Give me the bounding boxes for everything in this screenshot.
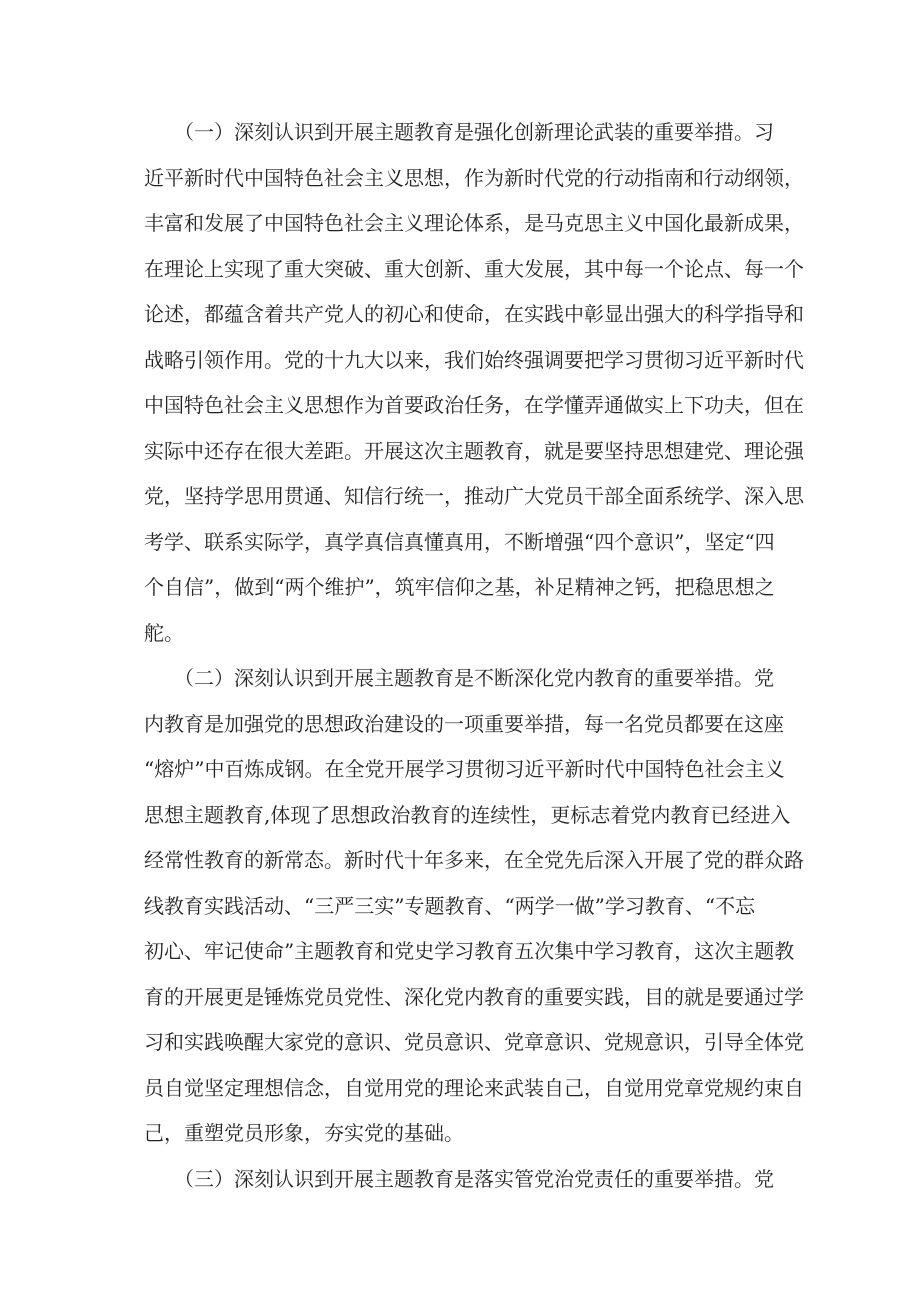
text-line: 舵。	[144, 620, 184, 645]
text-line: （一）深刻认识到开展主题教育是强化创新理论武装的重要举措。习	[144, 120, 774, 144]
text-line: 习和实践唤醒大家党的意识、党员意识、党章意识、党规意识，引导全体党	[144, 1030, 804, 1054]
body-text	[144, 110, 804, 1202]
text-line: 经常性教育的新常态。新时代十年多来，在全党先后深入开展了党的群众路	[144, 848, 804, 872]
text-line: 近平新时代中国特色社会主义思想，作为新时代党的行动指南和行动纲领，	[144, 165, 804, 190]
text-line: 初心、牢记使命”主题教育和党史学习教育五次集中学习教育，这次主题教	[144, 939, 795, 963]
text-line: 线教育实践活动、“三严三实”专题教育、“两学一做”学习教育、“不忘	[144, 893, 756, 918]
text-line: 员自觉坚定理想信念，自觉用党的理论来武装自己，自觉用党章党规约束自	[144, 1075, 804, 1100]
text-line: 考学、联系实际学，真学真信真懂真用，不断增强“四个意识”，坚定“四	[144, 529, 775, 554]
text-line: 党，坚持学思用贯通、知信行统一，推动广大党员干部全面系统学、深入思	[144, 484, 804, 508]
text-line: （三）深刻认识到开展主题教育是落实管党治党责任的重要举措。党	[144, 1166, 774, 1191]
text-line: 个自信”，做到“两个维护”，筑牢信仰之基，补足精神之钙，把稳思想之	[144, 575, 775, 599]
text-line: 实际中还存在很大差距。开展这次主题教育，就是要坚持思想建党、理论强	[144, 438, 804, 463]
text-line: 内教育是加强党的思想政治建设的一项重要举措，每一名党员都要在这座	[144, 711, 784, 736]
text-line: 思想主题教育,体现了思想政治教育的连续性，更标志着党内教育已经进入	[144, 802, 791, 827]
text-line: （二）深刻认识到开展主题教育是不断深化党内教育的重要举措。党	[144, 666, 774, 690]
text-line: 丰富和发展了中国特色社会主义理论体系，是马克思主义中国化最新成果，	[144, 211, 804, 235]
text-line: 战略引领作用。党的十九大以来，我们始终强调要把学习贯彻习近平新时代	[144, 347, 804, 372]
text-line: 己，重塑党员形象，夯实党的基础。	[144, 1121, 464, 1145]
text-line: “熔炉”中百炼成钢。在全党开展学习贯彻习近平新时代中国特色社会主义	[144, 757, 785, 781]
text-line: 中国特色社会主义思想作为首要政治任务，在学懂弄通做实上下功夫，但在	[144, 393, 804, 417]
text-line: 育的开展更是锤炼党员党性、深化党内教育的重要实践，目的就是要通过学	[144, 984, 804, 1009]
text-line: 在理论上实现了重大突破、重大创新、重大发展，其中每一个论点、每一个	[144, 256, 804, 281]
text-line: 论述，都蕴含着共产党人的初心和使命，在实践中彰显出强大的科学指导和	[144, 302, 804, 326]
